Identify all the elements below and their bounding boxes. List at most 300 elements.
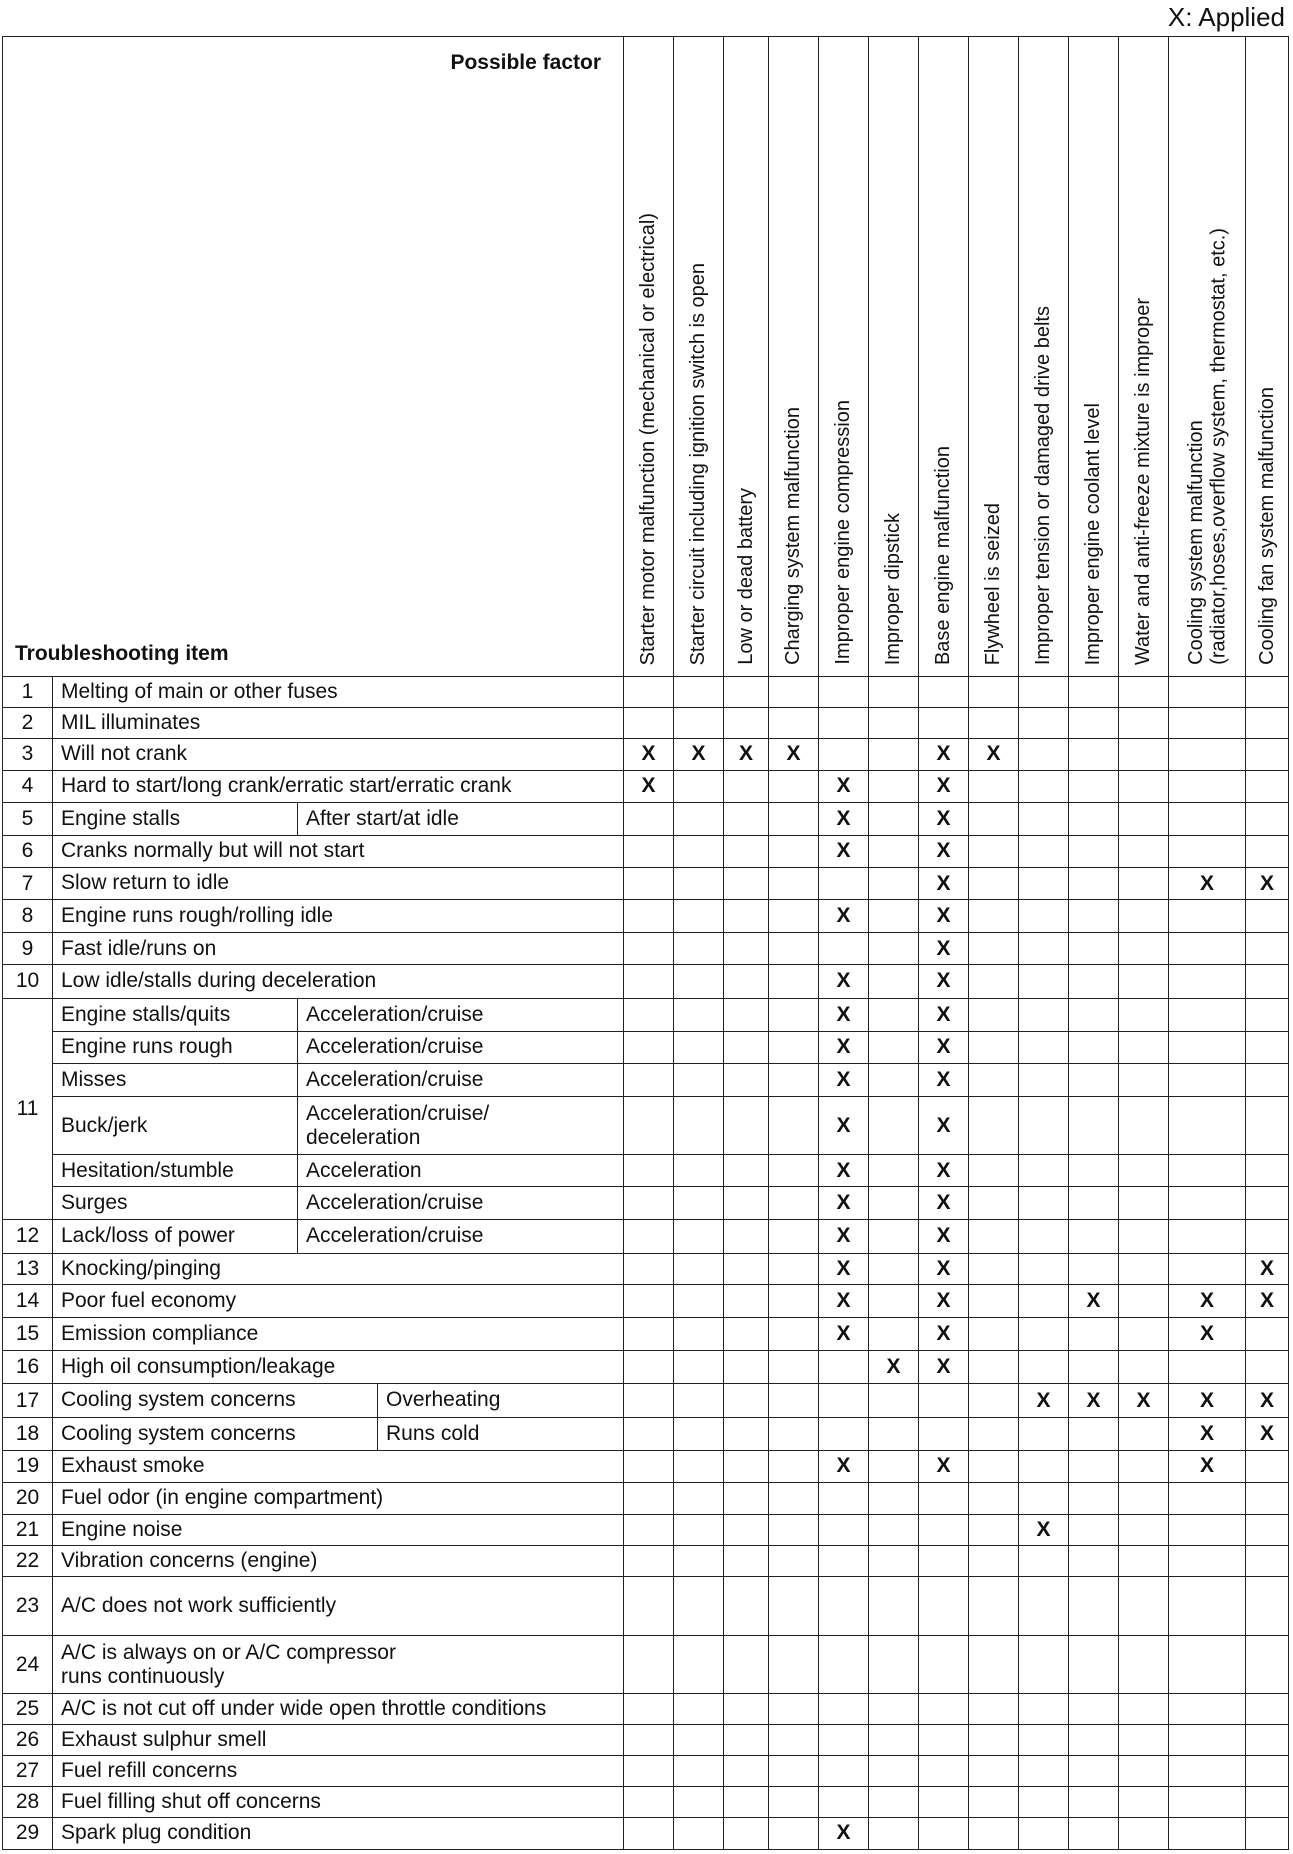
row-number: 24 bbox=[3, 1635, 53, 1693]
empty-cell bbox=[819, 1694, 869, 1725]
factor-label: Improper dipstick bbox=[882, 512, 905, 665]
empty-cell bbox=[819, 1786, 869, 1817]
table-row bbox=[3, 1694, 1289, 1725]
empty-cell bbox=[819, 1351, 869, 1384]
empty-cell bbox=[969, 1219, 1019, 1253]
empty-cell bbox=[624, 1096, 674, 1154]
empty-cell bbox=[769, 1031, 819, 1063]
troubleshooting-item: MIL illuminates bbox=[53, 707, 624, 738]
empty-cell bbox=[1119, 868, 1169, 900]
empty-cell bbox=[1246, 1351, 1289, 1384]
empty-cell bbox=[674, 1450, 724, 1482]
row-number: 23 bbox=[3, 1576, 53, 1635]
table-row bbox=[3, 1817, 1289, 1849]
empty-cell bbox=[624, 1576, 674, 1635]
empty-cell bbox=[819, 707, 869, 738]
applied-mark: X bbox=[819, 1817, 869, 1849]
table-row bbox=[3, 1253, 1289, 1284]
empty-cell bbox=[724, 802, 769, 835]
empty-cell bbox=[1246, 1725, 1289, 1756]
empty-cell bbox=[1246, 933, 1289, 965]
empty-cell bbox=[869, 738, 919, 770]
possible-factor-label: Possible factor bbox=[450, 51, 601, 74]
applied-mark: X bbox=[819, 1063, 869, 1096]
troubleshooting-item: Exhaust sulphur smell bbox=[53, 1725, 624, 1756]
empty-cell bbox=[1246, 1063, 1289, 1096]
empty-cell bbox=[624, 802, 674, 835]
empty-cell bbox=[674, 770, 724, 802]
empty-cell bbox=[1019, 770, 1069, 802]
empty-cell bbox=[1246, 1786, 1289, 1817]
empty-cell bbox=[1169, 1219, 1246, 1253]
empty-cell bbox=[1069, 1317, 1119, 1350]
empty-cell bbox=[724, 1545, 769, 1576]
empty-cell bbox=[1119, 998, 1169, 1031]
item-line2: runs continuously bbox=[61, 1664, 225, 1688]
empty-cell bbox=[769, 1482, 819, 1514]
empty-cell bbox=[1246, 1187, 1289, 1219]
empty-cell bbox=[1119, 1187, 1169, 1219]
empty-cell bbox=[869, 1694, 919, 1725]
empty-cell bbox=[769, 1351, 819, 1384]
row-number: 5 bbox=[3, 802, 53, 835]
empty-cell bbox=[1119, 707, 1169, 738]
empty-cell bbox=[1246, 738, 1289, 770]
empty-cell bbox=[969, 1450, 1019, 1482]
row-number: 21 bbox=[3, 1514, 53, 1545]
empty-cell bbox=[869, 868, 919, 900]
empty-cell bbox=[674, 802, 724, 835]
empty-cell bbox=[724, 770, 769, 802]
empty-cell bbox=[1019, 1187, 1069, 1219]
empty-cell bbox=[1119, 1576, 1169, 1635]
empty-cell bbox=[819, 1384, 869, 1417]
empty-cell bbox=[919, 1725, 969, 1756]
empty-cell bbox=[869, 1284, 919, 1317]
empty-cell bbox=[769, 933, 819, 965]
troubleshooting-item: Engine stalls bbox=[53, 802, 298, 835]
empty-cell bbox=[869, 1514, 919, 1545]
factor-label bbox=[1185, 216, 1230, 671]
empty-cell bbox=[724, 1576, 769, 1635]
empty-cell bbox=[1119, 1817, 1169, 1849]
empty-cell bbox=[1169, 1063, 1246, 1096]
empty-cell bbox=[1169, 1514, 1246, 1545]
empty-cell bbox=[724, 1031, 769, 1063]
applied-mark: X bbox=[1169, 1450, 1246, 1482]
empty-cell bbox=[1119, 1450, 1169, 1482]
empty-cell bbox=[674, 1786, 724, 1817]
empty-cell bbox=[869, 1450, 919, 1482]
empty-cell bbox=[769, 770, 819, 802]
table-row bbox=[3, 1417, 1289, 1450]
row-number: 10 bbox=[3, 965, 53, 998]
empty-cell bbox=[1119, 1096, 1169, 1154]
empty-cell bbox=[1169, 677, 1246, 708]
empty-cell bbox=[769, 1219, 819, 1253]
troubleshooting-item: Engine stalls/quits bbox=[53, 998, 298, 1031]
table-row bbox=[3, 707, 1289, 738]
empty-cell bbox=[969, 1635, 1019, 1693]
empty-cell bbox=[724, 1096, 769, 1154]
empty-cell bbox=[1246, 1576, 1289, 1635]
empty-cell bbox=[1169, 1576, 1246, 1635]
empty-cell bbox=[1246, 1482, 1289, 1514]
row-number: 15 bbox=[3, 1317, 53, 1350]
empty-cell bbox=[724, 1817, 769, 1849]
applied-mark: X bbox=[819, 1253, 869, 1284]
empty-cell bbox=[724, 1155, 769, 1187]
row-number: 6 bbox=[3, 835, 53, 867]
empty-cell bbox=[769, 1253, 819, 1284]
empty-cell bbox=[624, 1482, 674, 1514]
empty-cell bbox=[724, 677, 769, 708]
empty-cell bbox=[769, 1576, 819, 1635]
troubleshooting-item: Hard to start/long crank/erratic start/erratic crank bbox=[53, 770, 624, 802]
empty-cell bbox=[1119, 1253, 1169, 1284]
factor-label: Water and anti-freeze mixture is improper bbox=[1132, 297, 1155, 665]
empty-cell bbox=[674, 1187, 724, 1219]
troubleshooting-item: Emission compliance bbox=[53, 1317, 624, 1350]
applied-mark: X bbox=[919, 965, 969, 998]
applied-mark: X bbox=[919, 1450, 969, 1482]
empty-cell bbox=[624, 933, 674, 965]
empty-cell bbox=[1246, 1155, 1289, 1187]
empty-cell bbox=[1246, 802, 1289, 835]
empty-cell bbox=[624, 998, 674, 1031]
factor-label-line2: (radiator,hoses,overflow system, thermostat, etc.) bbox=[1207, 228, 1229, 665]
empty-cell bbox=[674, 1635, 724, 1693]
factor-label: Base engine malfunction bbox=[932, 445, 955, 665]
empty-cell bbox=[1019, 1725, 1069, 1756]
empty-cell bbox=[969, 998, 1019, 1031]
troubleshooting-item: Will not crank bbox=[53, 738, 624, 770]
troubleshooting-item: Engine noise bbox=[53, 1514, 624, 1545]
empty-cell bbox=[674, 1417, 724, 1450]
table-row bbox=[3, 965, 1289, 998]
empty-cell bbox=[624, 1756, 674, 1787]
empty-cell bbox=[1169, 1635, 1246, 1693]
row-number: 8 bbox=[3, 900, 53, 933]
empty-cell bbox=[674, 1284, 724, 1317]
troubleshooting-item: Fast idle/runs on bbox=[53, 933, 624, 965]
empty-cell bbox=[1246, 1514, 1289, 1545]
empty-cell bbox=[674, 1756, 724, 1787]
empty-cell bbox=[819, 1545, 869, 1576]
empty-cell bbox=[869, 1545, 919, 1576]
empty-cell bbox=[969, 1545, 1019, 1576]
empty-cell bbox=[1246, 1219, 1289, 1253]
empty-cell bbox=[1069, 933, 1119, 965]
empty-cell bbox=[724, 868, 769, 900]
empty-cell bbox=[869, 1031, 919, 1063]
row-number: 26 bbox=[3, 1725, 53, 1756]
empty-cell bbox=[969, 1096, 1019, 1154]
applied-mark: X bbox=[919, 1219, 969, 1253]
empty-cell bbox=[1069, 1482, 1119, 1514]
troubleshooting-item: Knocking/pinging bbox=[53, 1253, 624, 1284]
empty-cell bbox=[724, 1384, 769, 1417]
empty-cell bbox=[724, 1786, 769, 1817]
empty-cell bbox=[1169, 738, 1246, 770]
empty-cell bbox=[969, 1725, 1019, 1756]
condition-line2: deceleration bbox=[306, 1125, 421, 1149]
empty-cell bbox=[674, 1384, 724, 1417]
condition: Acceleration bbox=[298, 1155, 624, 1187]
table-row bbox=[3, 1063, 1289, 1096]
empty-cell bbox=[1169, 770, 1246, 802]
empty-cell bbox=[674, 1063, 724, 1096]
troubleshooting-table bbox=[2, 36, 1289, 1850]
applied-mark: X bbox=[1246, 1284, 1289, 1317]
empty-cell bbox=[969, 1576, 1019, 1635]
table-row bbox=[3, 1482, 1289, 1514]
empty-cell bbox=[624, 1417, 674, 1450]
troubleshooting-item: Cooling system concerns bbox=[53, 1417, 378, 1450]
troubleshooting-item bbox=[53, 1635, 624, 1693]
empty-cell bbox=[969, 1694, 1019, 1725]
applied-mark: X bbox=[1169, 868, 1246, 900]
empty-cell bbox=[869, 1317, 919, 1350]
empty-cell bbox=[969, 1351, 1019, 1384]
troubleshooting-item: Fuel refill concerns bbox=[53, 1756, 624, 1787]
troubleshooting-item: Cooling system concerns bbox=[53, 1384, 378, 1417]
condition: Overheating bbox=[378, 1384, 624, 1417]
condition-line1: Acceleration/cruise/ bbox=[306, 1101, 490, 1125]
empty-cell bbox=[869, 1786, 919, 1817]
empty-cell bbox=[969, 1063, 1019, 1096]
empty-cell bbox=[624, 868, 674, 900]
empty-cell bbox=[624, 1635, 674, 1693]
empty-cell bbox=[969, 835, 1019, 867]
empty-cell bbox=[1019, 802, 1069, 835]
row-number: 3 bbox=[3, 738, 53, 770]
empty-cell bbox=[769, 1786, 819, 1817]
applied-mark: X bbox=[819, 1031, 869, 1063]
empty-cell bbox=[869, 933, 919, 965]
empty-cell bbox=[1246, 1635, 1289, 1693]
troubleshooting-item: Engine runs rough/rolling idle bbox=[53, 900, 624, 933]
empty-cell bbox=[1019, 1817, 1069, 1849]
empty-cell bbox=[1169, 1694, 1246, 1725]
empty-cell bbox=[1019, 1096, 1069, 1154]
empty-cell bbox=[1069, 1253, 1119, 1284]
empty-cell bbox=[1119, 1417, 1169, 1450]
empty-cell bbox=[1169, 1096, 1246, 1154]
empty-cell bbox=[1246, 1817, 1289, 1849]
empty-cell bbox=[1019, 707, 1069, 738]
table-row bbox=[3, 802, 1289, 835]
empty-cell bbox=[969, 1031, 1019, 1063]
empty-cell bbox=[1119, 1725, 1169, 1756]
empty-cell bbox=[1119, 1284, 1169, 1317]
empty-cell bbox=[1019, 1694, 1069, 1725]
empty-cell bbox=[624, 1317, 674, 1350]
empty-cell bbox=[869, 1219, 919, 1253]
empty-cell bbox=[769, 1817, 819, 1849]
factor-label: Starter motor malfunction (mechanical or electrical) bbox=[637, 212, 660, 665]
empty-cell bbox=[724, 1694, 769, 1725]
empty-cell bbox=[969, 770, 1019, 802]
empty-cell bbox=[1069, 965, 1119, 998]
applied-mark: X bbox=[624, 738, 674, 770]
applied-mark: X bbox=[1169, 1417, 1246, 1450]
factor-header bbox=[869, 37, 919, 677]
row-number: 28 bbox=[3, 1786, 53, 1817]
row-number: 27 bbox=[3, 1756, 53, 1787]
applied-mark: X bbox=[919, 1284, 969, 1317]
legend-applied: X: Applied bbox=[1167, 2, 1285, 32]
table-row bbox=[3, 1351, 1289, 1384]
empty-cell bbox=[969, 1482, 1019, 1514]
applied-mark: X bbox=[819, 1219, 869, 1253]
empty-cell bbox=[1169, 1725, 1246, 1756]
applied-mark: X bbox=[819, 1096, 869, 1154]
empty-cell bbox=[969, 1417, 1019, 1450]
empty-cell bbox=[1119, 1063, 1169, 1096]
empty-cell bbox=[769, 1063, 819, 1096]
empty-cell bbox=[769, 900, 819, 933]
applied-mark: X bbox=[819, 802, 869, 835]
empty-cell bbox=[1069, 1063, 1119, 1096]
condition: Acceleration/cruise bbox=[298, 1187, 624, 1219]
empty-cell bbox=[674, 1219, 724, 1253]
empty-cell bbox=[1119, 1031, 1169, 1063]
empty-cell bbox=[674, 1253, 724, 1284]
troubleshooting-item: A/C is not cut off under wide open throttle conditions bbox=[53, 1694, 624, 1725]
empty-cell bbox=[624, 1514, 674, 1545]
empty-cell bbox=[1246, 1031, 1289, 1063]
empty-cell bbox=[674, 835, 724, 867]
applied-mark: X bbox=[919, 933, 969, 965]
empty-cell bbox=[1169, 802, 1246, 835]
empty-cell bbox=[769, 1417, 819, 1450]
empty-cell bbox=[1019, 677, 1069, 708]
empty-cell bbox=[1019, 1031, 1069, 1063]
empty-cell bbox=[869, 707, 919, 738]
factor-label: Improper engine compression bbox=[832, 400, 855, 665]
applied-mark: X bbox=[919, 1155, 969, 1187]
empty-cell bbox=[1169, 1482, 1246, 1514]
empty-cell bbox=[724, 1219, 769, 1253]
empty-cell bbox=[724, 933, 769, 965]
empty-cell bbox=[1019, 1284, 1069, 1317]
applied-mark: X bbox=[919, 1063, 969, 1096]
empty-cell bbox=[1019, 1219, 1069, 1253]
empty-cell bbox=[624, 965, 674, 998]
applied-mark: X bbox=[1019, 1514, 1069, 1545]
empty-cell bbox=[1119, 1351, 1169, 1384]
table-row bbox=[3, 677, 1289, 708]
factor-label: Improper engine coolant level bbox=[1082, 402, 1105, 665]
empty-cell bbox=[1246, 900, 1289, 933]
empty-cell bbox=[1246, 770, 1289, 802]
empty-cell bbox=[1069, 1351, 1119, 1384]
table-row bbox=[3, 1545, 1289, 1576]
empty-cell bbox=[869, 1384, 919, 1417]
empty-cell bbox=[1119, 770, 1169, 802]
empty-cell bbox=[624, 1786, 674, 1817]
applied-mark: X bbox=[919, 770, 969, 802]
empty-cell bbox=[919, 1384, 969, 1417]
applied-mark: X bbox=[1246, 868, 1289, 900]
empty-cell bbox=[1019, 738, 1069, 770]
troubleshooting-item: Lack/loss of power bbox=[53, 1219, 298, 1253]
empty-cell bbox=[869, 770, 919, 802]
empty-cell bbox=[1169, 707, 1246, 738]
empty-cell bbox=[1069, 1514, 1119, 1545]
empty-cell bbox=[1019, 1482, 1069, 1514]
applied-mark: X bbox=[624, 770, 674, 802]
empty-cell bbox=[624, 1253, 674, 1284]
table-row bbox=[3, 1155, 1289, 1187]
empty-cell bbox=[1119, 738, 1169, 770]
empty-cell bbox=[769, 802, 819, 835]
empty-cell bbox=[919, 1514, 969, 1545]
empty-cell bbox=[1019, 1063, 1069, 1096]
empty-cell bbox=[724, 1450, 769, 1482]
empty-cell bbox=[1019, 1635, 1069, 1693]
empty-cell bbox=[869, 998, 919, 1031]
applied-mark: X bbox=[919, 1317, 969, 1350]
factor-header bbox=[1246, 37, 1289, 677]
header-row bbox=[3, 37, 1289, 677]
applied-mark: X bbox=[1069, 1384, 1119, 1417]
troubleshooting-item: Cranks normally but will not start bbox=[53, 835, 624, 867]
empty-cell bbox=[769, 1756, 819, 1787]
empty-cell bbox=[919, 707, 969, 738]
empty-cell bbox=[819, 1635, 869, 1693]
empty-cell bbox=[1019, 1576, 1069, 1635]
empty-cell bbox=[1069, 707, 1119, 738]
empty-cell bbox=[1119, 1635, 1169, 1693]
table-row bbox=[3, 1514, 1289, 1545]
factor-header bbox=[1069, 37, 1119, 677]
applied-mark: X bbox=[919, 900, 969, 933]
table-row bbox=[3, 933, 1289, 965]
empty-cell bbox=[674, 868, 724, 900]
empty-cell bbox=[1019, 1317, 1069, 1350]
factor-label: Flywheel is seized bbox=[982, 502, 1005, 665]
applied-mark: X bbox=[819, 1450, 869, 1482]
empty-cell bbox=[1019, 933, 1069, 965]
empty-cell bbox=[1119, 835, 1169, 867]
empty-cell bbox=[724, 1063, 769, 1096]
applied-mark: X bbox=[1246, 1384, 1289, 1417]
empty-cell bbox=[1069, 835, 1119, 867]
empty-cell bbox=[1069, 802, 1119, 835]
empty-cell bbox=[919, 1694, 969, 1725]
troubleshooting-item: Surges bbox=[53, 1187, 298, 1219]
empty-cell bbox=[969, 933, 1019, 965]
applied-mark: X bbox=[919, 1187, 969, 1219]
empty-cell bbox=[869, 835, 919, 867]
applied-mark: X bbox=[1246, 1253, 1289, 1284]
empty-cell bbox=[1019, 1756, 1069, 1787]
empty-cell bbox=[724, 707, 769, 738]
empty-cell bbox=[869, 1417, 919, 1450]
empty-cell bbox=[1069, 770, 1119, 802]
troubleshooting-item: High oil consumption/leakage bbox=[53, 1351, 624, 1384]
empty-cell bbox=[674, 900, 724, 933]
empty-cell bbox=[969, 900, 1019, 933]
empty-cell bbox=[674, 707, 724, 738]
empty-cell bbox=[869, 1635, 919, 1693]
row-number: 16 bbox=[3, 1351, 53, 1384]
empty-cell bbox=[969, 1786, 1019, 1817]
empty-cell bbox=[1069, 868, 1119, 900]
empty-cell bbox=[624, 1187, 674, 1219]
